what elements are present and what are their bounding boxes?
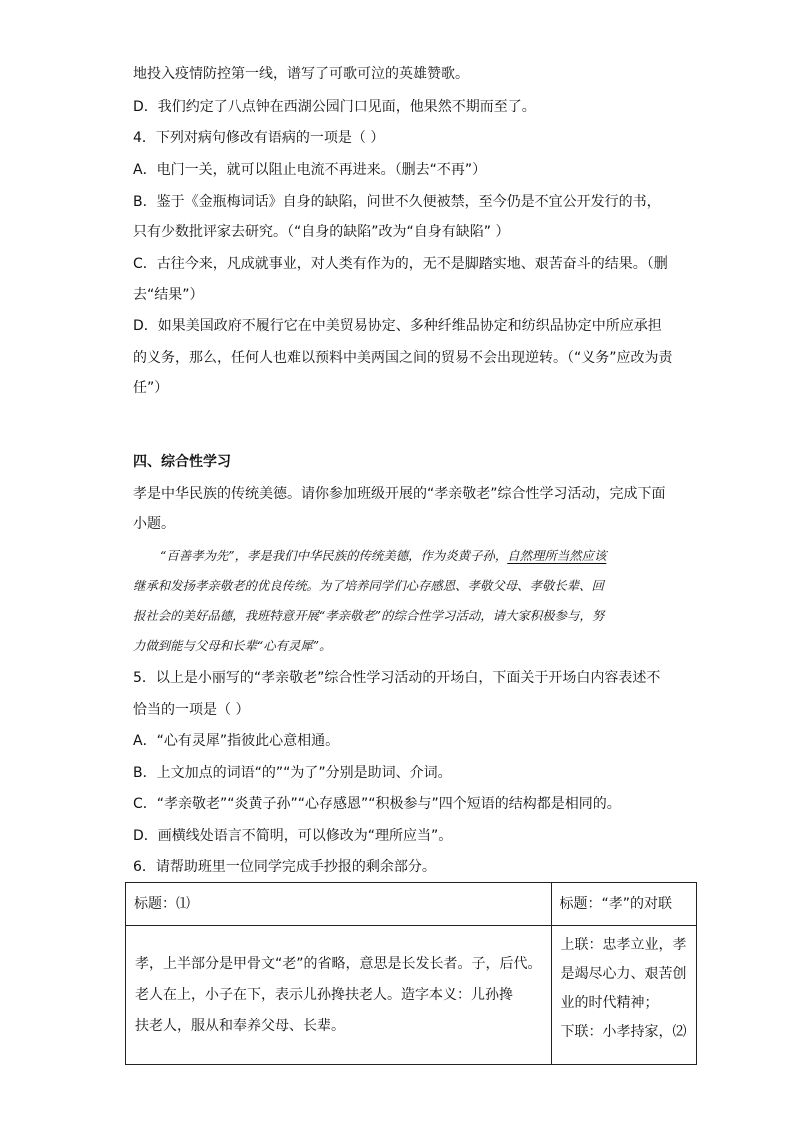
question-6: 6．请帮助班里一位同学完成手抄报的剩余部分。 bbox=[133, 859, 436, 875]
option-d-q4: D．如果美国政府不履行它在中美贸易协定、多种纤维品协定和纺织品协定中所应承担 bbox=[133, 318, 662, 334]
character-explanation-cell bbox=[126, 926, 552, 1065]
option-d-q4-cont2: 任”） bbox=[133, 380, 169, 396]
question-4: 4．下列对病句修改有语病的一项是（ ） bbox=[133, 130, 385, 146]
option-d-q5: D．画横线处语言不简明，可以修改为“理所应当”。 bbox=[133, 828, 453, 844]
couplet-line: 下联：小孝持家，⑵ bbox=[560, 1024, 687, 1040]
passage-text: “百善孝为先”，孝是我们中华民族的传统美德，作为炎黄子孙， bbox=[160, 548, 508, 563]
option-a-q5: A．“心有灵犀”指彼此心意相通。 bbox=[133, 733, 340, 749]
couplet-line: 上联：忠孝立业，孝 bbox=[560, 937, 687, 953]
option-a-q4: A．电门一关，就可以阻止电流不再进来。（删去“不再”） bbox=[133, 162, 487, 178]
handwritten-newspaper-table bbox=[125, 882, 697, 1065]
explanation-line: 扶老人，服从和奉养父母、长辈。 bbox=[135, 1017, 345, 1034]
option-c-q5: C．“孝亲敬老”“炎黄子孙”“心存感恩”“积极参与”四个短语的结构都是相同的。 bbox=[133, 796, 621, 812]
passage-line bbox=[160, 546, 606, 566]
explanation-line: 老人在上，小子在下，表示儿孙搀扶老人。造字本义：儿孙搀 bbox=[135, 986, 513, 1003]
text-line: 地投入疫情防控第一线，谱写了可歌可泣的英雄赞歌。 bbox=[133, 66, 469, 82]
passage-line: 报社会的美好品德，我班特意开展“孝亲敬老”的综合性学习活动，请大家积极参与，努 bbox=[133, 608, 605, 623]
explanation-line: 孝，上半部分是甲骨文“老”的省略，意思是长发长者。子，后代。 bbox=[135, 955, 542, 972]
couplet-line: 是竭尽心力、艰苦创 bbox=[560, 966, 687, 982]
passage-line: 继承和发扬孝亲敬老的优良传统。为了培养同学们心存感恩、孝敬父母、孝敬长辈、回 bbox=[133, 578, 604, 593]
couplet-line: 业的时代精神； bbox=[560, 995, 659, 1011]
section-intro-cont: 小题。 bbox=[133, 516, 175, 532]
underlined-phrase: 自然理所当然应该 bbox=[507, 548, 607, 563]
option-b-q4: B．鉴于《金瓶梅词话》自身的缺陷，问世不久便被禁，至今仍是不宜公开发行的书， bbox=[133, 194, 661, 210]
option-b-q5: B．上文加点的词语“的”“为了”分别是助词、介词。 bbox=[133, 765, 452, 781]
passage-line: 力做到能与父母和长辈“心有灵犀”。 bbox=[133, 638, 332, 653]
section-intro: 孝是中华民族的传统美德。请你参加班级开展的“孝亲敬老”综合性学习活动，完成下面 bbox=[133, 486, 666, 502]
section-title: 四、综合性学习 bbox=[133, 454, 231, 470]
option-c-q4-cont: 去“结果”） bbox=[133, 287, 204, 303]
couplet-title: 标题：“孝”的对联 bbox=[559, 896, 673, 912]
title-blank-1: 标题：⑴ bbox=[134, 896, 190, 912]
couplet-cell bbox=[551, 926, 696, 1065]
title-cell-right bbox=[551, 883, 696, 926]
title-cell-left bbox=[126, 883, 552, 926]
question-5-cont: 恰当的一项是（ ） bbox=[133, 702, 250, 718]
question-5: 5．以上是小丽写的“孝亲敬老”综合性学习活动的开场白，下面关于开场白内容表述不 bbox=[133, 670, 661, 686]
option-d-q3: D．我们约定了八点钟在西湖公园门口见面，他果然不期而至了。 bbox=[133, 99, 536, 115]
option-d-q4-cont: 的义务，那么，任何人也难以预料中美两国之间的贸易不会出现逆转。（“义务”应改为责 bbox=[133, 350, 673, 366]
option-c-q4: C．古往今来，凡成就事业，对人类有作为的，无不是脚踏实地、艰苦奋斗的结果。（删 bbox=[133, 256, 668, 272]
option-b-q4-cont: 只有少数批评家去研究。（“自身的缺陷”改为“自身有缺陷” ） bbox=[133, 224, 510, 240]
